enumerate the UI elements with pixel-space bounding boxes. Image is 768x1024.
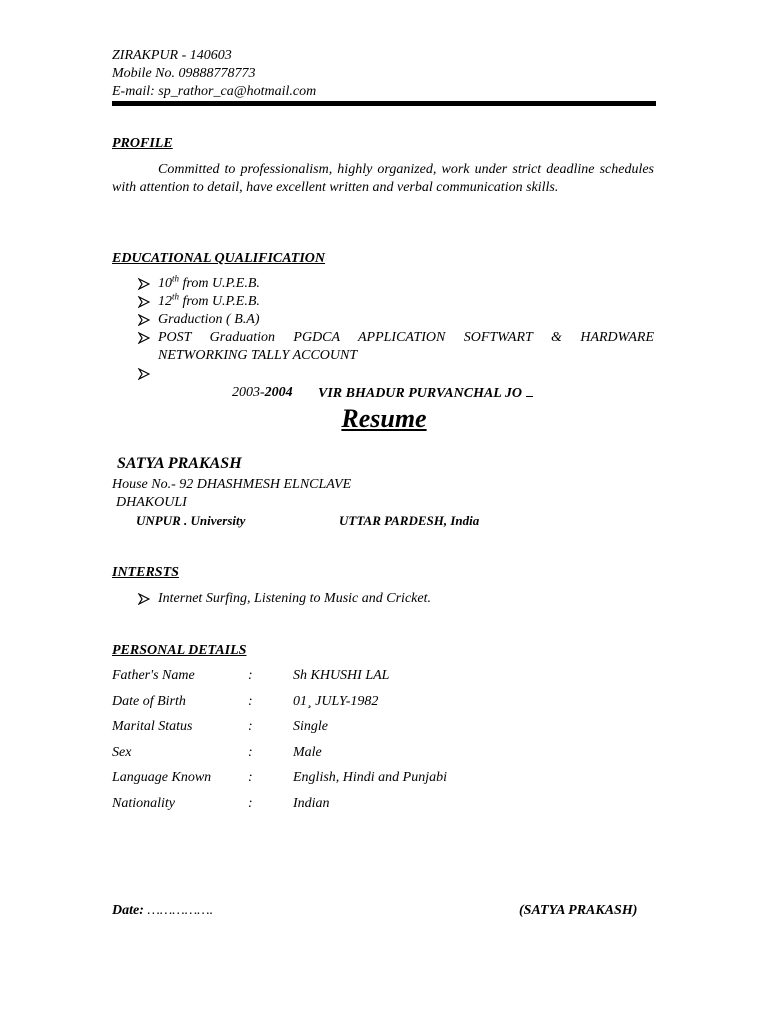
arrow-bullet-icon bbox=[138, 293, 150, 311]
personal-colon: : bbox=[248, 770, 253, 785]
contact-mobile: Mobile No. 09888778773 bbox=[112, 66, 256, 81]
education-heading: EDUCATIONAL QUALIFICATION bbox=[112, 251, 326, 266]
education-item-suffix: th bbox=[172, 273, 180, 284]
arrow-bullet-icon bbox=[138, 329, 150, 347]
education-item-line2: NETWORKING TALLY ACCOUNT bbox=[158, 348, 358, 363]
personal-colon: : bbox=[248, 796, 253, 811]
personal-colon: : bbox=[248, 745, 253, 760]
candidate-name: SATYA PRAKASH bbox=[117, 455, 242, 472]
personal-label: Father's Name bbox=[112, 668, 195, 683]
university: UNPUR . University bbox=[136, 513, 246, 528]
personal-value: Indian bbox=[293, 796, 330, 811]
arrow-bullet-icon bbox=[138, 275, 150, 293]
address-line2: DHAKOULI bbox=[116, 495, 187, 510]
state: UTTAR PARDESH, India bbox=[339, 513, 480, 528]
education-item-number: 12 bbox=[158, 294, 172, 309]
education-item-line1: POST Graduation PGDCA APPLICATION SOFTWART & HARDWARE bbox=[158, 330, 654, 345]
resume-title: Resume bbox=[341, 404, 427, 433]
education-item bbox=[138, 329, 654, 365]
education-institution: VIR BHADUR PURVANCHAL JO bbox=[318, 384, 533, 403]
contact-city: ZIRAKPUR - 140603 bbox=[112, 48, 232, 63]
profile-heading: PROFILE bbox=[112, 136, 173, 151]
personal-label: Marital Status bbox=[112, 719, 193, 734]
signature: (SATYA PRAKASH) bbox=[519, 903, 638, 918]
personal-label: Nationality bbox=[112, 796, 175, 811]
education-item-number: 10 bbox=[158, 276, 172, 291]
arrow-bullet-icon bbox=[138, 590, 150, 608]
address-line1: House No.- 92 DHASHMESH ELNCLAVE bbox=[112, 477, 352, 492]
personal-value: 01¸ JULY-1982 bbox=[293, 694, 379, 709]
personal-label: Sex bbox=[112, 745, 132, 760]
profile-text: Committed to professionalism, highly organized, work under strict deadline schedules with attention to detail, have excellent written and verbal communication skills. bbox=[112, 162, 654, 195]
education-years bbox=[232, 384, 293, 402]
date-field bbox=[112, 902, 213, 920]
education-item-suffix: th bbox=[172, 291, 180, 302]
year-end: 2004 bbox=[264, 385, 293, 400]
personal-colon: : bbox=[248, 719, 253, 734]
personal-colon: : bbox=[248, 668, 253, 683]
education-item-text: from U.P.E.B. bbox=[179, 276, 260, 291]
personal-heading: PERSONAL DETAILS bbox=[112, 643, 247, 658]
personal-value: English, Hindi and Punjabi bbox=[293, 770, 447, 785]
date-dots: ……………. bbox=[143, 903, 214, 918]
personal-value: Male bbox=[293, 745, 322, 760]
interests-heading: INTERSTS bbox=[112, 565, 179, 580]
date-label: Date: bbox=[112, 903, 144, 918]
header-divider bbox=[112, 101, 656, 106]
personal-label: Language Known bbox=[112, 770, 212, 785]
personal-value: Single bbox=[293, 719, 328, 734]
education-item-text: Graduction ( B.A) bbox=[158, 312, 260, 327]
cursor-underscore bbox=[526, 384, 533, 397]
arrow-bullet-icon bbox=[138, 311, 150, 329]
year-start: 2003- bbox=[232, 385, 265, 400]
interests-item-text: Internet Surfing, Listening to Music and Cricket. bbox=[158, 591, 431, 606]
personal-colon: : bbox=[248, 694, 253, 709]
education-item-text: from U.P.E.B. bbox=[179, 294, 260, 309]
personal-value: Sh KHUSHI LAL bbox=[293, 668, 390, 683]
contact-email: E-mail: sp_rathor_ca@hotmail.com bbox=[112, 84, 317, 99]
personal-label: Date of Birth bbox=[112, 694, 186, 709]
arrow-bullet-icon bbox=[138, 365, 150, 383]
